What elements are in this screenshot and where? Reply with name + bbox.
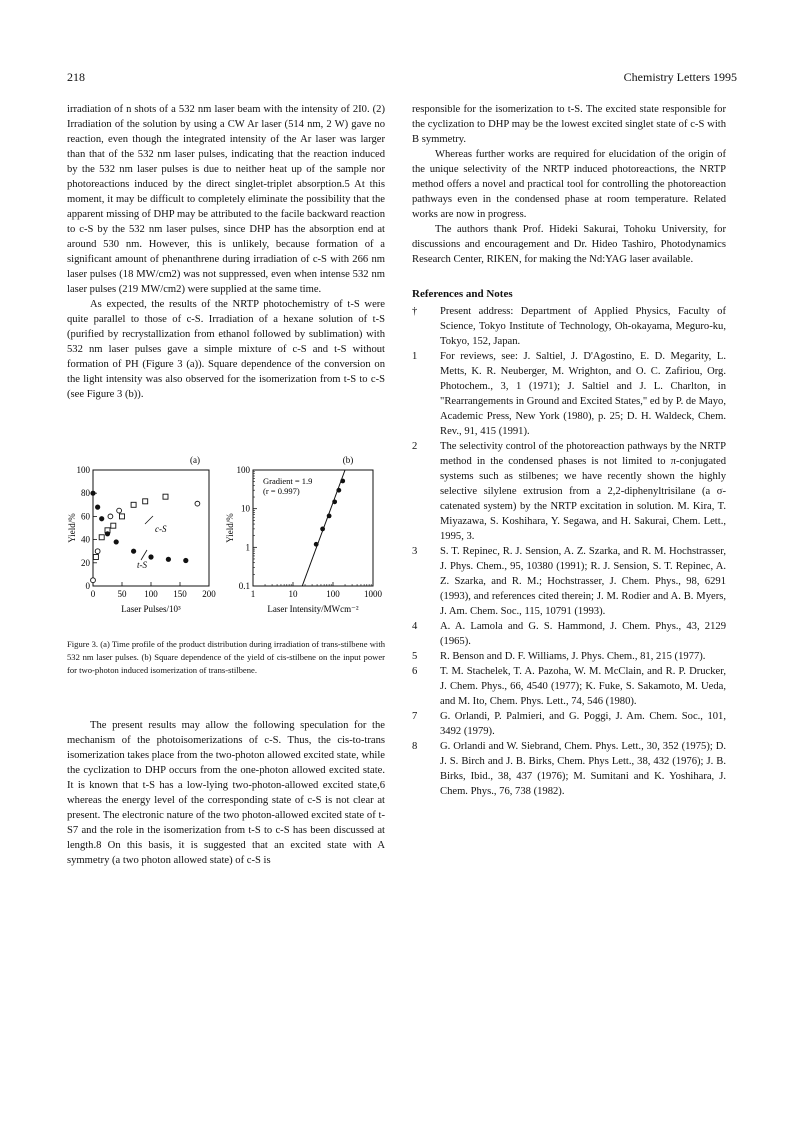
cS-arrow [145, 516, 153, 524]
cS-point [120, 514, 125, 519]
panel-a-ylabel: Yield/% [67, 513, 77, 543]
paragraph: As expected, the results of the NRTP photochemistry of t-S were quite parallel to those of c-S. Irradiation of a hexane solution of t-S (purified by recrystallization from ethanol followed by sublimation) with 532 nm laser pulses gave a simple mixture of c-S and t-S without formation of PH (Figure 3 (a)). Square dependence of the conversion on the light intensity was also observed for the isomerization from t-S to c-S (see Figure 3 (b)). [67, 299, 385, 400]
open-circle-point [195, 501, 200, 506]
journal-title: Chemistry Letters 1995 [623, 70, 737, 84]
right-column [412, 102, 726, 799]
reference-text: R. Benson and D. F. Williams, J. Phys. Chem., 81, 215 (1977). [440, 651, 706, 662]
reference-number: 8 [412, 741, 418, 752]
a-ytick-label: 80 [81, 488, 90, 499]
reference-text: G. Orlandi and W. Siebrand, Chem. Phys. Lett., 30, 352 (1975); D. J. S. Birch and J. B. Birks, Chem. Phys Lett., 38, 432 (1976); J. B. Birks, Ibid., 38, 437 (1976); M. Sumitani and K. Yoshihara, J. Chem. Phys., 76, 738 (1982). [440, 741, 726, 797]
reference-number: 5 [412, 651, 418, 662]
a-ytick-label: 100 [76, 465, 90, 475]
b-xtick-label: 1 [250, 589, 256, 599]
reference-item [412, 664, 726, 709]
tS-point [95, 505, 100, 510]
cS-point [111, 523, 116, 528]
reference-item [412, 649, 726, 664]
reference-text: The selectivity control of the photoreaction pathways by the NRTP method in the condensed phases is not limited to π-conjugated systems such as stilbenes; we have recently shown the highly selective silylene extrusion from a 2,2-diphenyltrisilane (a σ-catenated system) by the NRTP excitation in solution. M. Kira, T. Miyazawa, S. Koshihara, Y. Segawa, and H. Sakurai, Chem. Lett., 1995, 3. [440, 441, 726, 542]
reference-number: 4 [412, 621, 418, 632]
b-ytick-label: 100 [236, 465, 250, 475]
panel-b-xlabel: Laser Intensity/MWcm⁻² [267, 604, 359, 614]
a-xtick-label: 150 [173, 589, 187, 599]
b-xtick-label: 1000 [364, 589, 382, 599]
b-xtick-label: 100 [326, 589, 340, 599]
reference-list [412, 304, 726, 799]
reference-text: S. T. Repinec, R. J. Sension, A. Z. Szarka, and R. M. Hochstrasser, J. Phys. Chem., 95, 10380 (1991); R. J. Sension, S. T. Repinec, A. Z. Szarka, and R. M.; Hochstrasser, J. Chem. Phys., 98, 6291 (1993), and references cited therein; J. M. Rodier and A. B. Myers, J. Am. Chem. Soc., 115, 10791 (1993). [440, 546, 726, 617]
b-point [314, 542, 319, 547]
page-number: 218 [67, 70, 85, 84]
panel-a-xlabel: Laser Pulses/10³ [121, 604, 181, 614]
reference-text: For reviews, see: J. Saltiel, J. D'Agostino, E. D. Megarity, L. Metts, K. R. Neuberger, M. Wrighton, and O. C. Zafiriou, Org. Photochem., 3, 1 (1971); J. Saltiel and J. L. Charlton, in "Rearrangements in Ground and Excited States," ed by P. de Mayo, Academic Press, New York (1980), p. 25; D. H. Waldeck, Chem. Rev., 91, 415 (1991). [440, 351, 726, 437]
a-xtick-label: 50 [117, 589, 127, 599]
cS-point [131, 502, 136, 507]
cS-point [143, 499, 148, 504]
open-circle-point [117, 508, 122, 513]
a-ytick-label: 20 [81, 557, 90, 568]
label-tS: t-S [137, 560, 147, 570]
reference-text: T. M. Stachelek, T. A. Pazoha, W. M. McClain, and R. P. Drucker, J. Chem. Phys., 66, 4540 (1977); K. Fuke, S. Sakamoto, M. Ueda, and M. Ito, Chem. Phys. Lett., 74, 546 (1980). [440, 666, 726, 707]
paragraph: responsible for the isomerization to t-S. The excited state responsible for the cyclization to DHP may be the lowest excited singlet state of c-S with B symmetry. [412, 104, 726, 145]
b-point [340, 479, 345, 484]
a-ytick-label: 60 [81, 511, 90, 522]
panel-b-ylabel: Yield/% [225, 513, 235, 543]
tS-arrow [141, 550, 147, 560]
b-point [327, 514, 332, 519]
label-cS: c-S [155, 524, 167, 534]
b-xtick-label: 10 [288, 589, 298, 599]
cS-point [163, 494, 168, 499]
reference-item [412, 439, 726, 544]
reference-number: † [412, 306, 418, 317]
panel-b-label: (b) [342, 455, 354, 465]
panel-a-label: (a) [190, 455, 200, 465]
b-point [320, 526, 325, 531]
reference-item [412, 349, 726, 439]
b-ytick-label: 10 [241, 503, 250, 514]
reference-number: 6 [412, 666, 418, 677]
open-circle-point [108, 514, 113, 519]
tS-point [90, 491, 95, 496]
reference-item [412, 709, 726, 739]
tS-point [183, 558, 188, 563]
open-circle-point [91, 578, 96, 583]
a-xtick-label: 100 [144, 589, 158, 599]
tS-point [99, 516, 104, 521]
paragraph: The authors thank Prof. Hideki Sakurai, Tohoku University, for discussions and encouragement and Dr. Hideo Tashiro, Photodynamics Research Center, RIKEN, for making the Nd:YAG laser available. [412, 224, 726, 265]
b-point [332, 499, 337, 504]
a-xtick-label: 200 [202, 589, 216, 599]
a-xtick-label: 0 [90, 589, 96, 599]
left-column-top [67, 102, 385, 402]
figure-3 [67, 454, 387, 634]
reference-number: 3 [412, 546, 418, 557]
gradient-annotation: Gradient = 1.9 [263, 476, 313, 486]
open-circle-point [95, 549, 100, 554]
left-column-bottom [67, 718, 385, 868]
b-point [336, 488, 341, 493]
reference-item [412, 544, 726, 619]
figure-caption: Figure 3. (a) Time profile of the product distribution during irradiation of trans-stilbene with 532 nm laser pulses. (b) Square dependence of the yield of cis-stilbene on the input power for two-photon induced isomerization of trans-stilbene. [67, 639, 385, 675]
b-ytick-label: 1 [245, 542, 250, 553]
figure-3-svg [67, 454, 387, 634]
tS-point [105, 531, 110, 536]
tS-point [131, 549, 136, 554]
r-annotation: (r = 0.997) [263, 486, 300, 496]
reference-text: A. A. Lamola and G. S. Hammond, J. Chem. Phys., 43, 2129 (1965). [440, 621, 726, 647]
a-ytick-label: 40 [81, 534, 90, 545]
b-ytick-label: 0.1 [238, 581, 250, 591]
tS-point [148, 554, 153, 559]
tS-point [114, 539, 119, 544]
reference-number: 1 [412, 351, 418, 362]
tS-point [166, 557, 171, 562]
cS-point [99, 535, 104, 540]
reference-item [412, 619, 726, 649]
reference-text: Present address: Department of Applied Physics, Faculty of Science, Tokyo Institute of Technology, Oh-okayama, Meguro-ku, Tokyo, 152, Japan. [440, 306, 726, 347]
paragraph: Whereas further works are required for elucidation of the origin of the unique selectivity of the NRTP induced photoreactions, the NRTP method offers a novel and practical tool for controlling the photoreaction pathways even in the condensed phase at room temperature. Related works are now in progress. [412, 149, 726, 220]
reference-item [412, 739, 726, 799]
paragraph: irradiation of n shots of a 532 nm laser beam with the intensity of 2I0. (2) Irradiation of the solution by using a CW Ar laser (514 nm, 2 W) gave no reaction, even though the integrated intensity of the Ar laser was larger than that of the 532 nm laser pulses, indicating that the reaction induced by the 532 nm laser pulses is due to neither heat up of the sample nor photoreactions induced by the direct singlet-triplet absorption.5 At this moment, it may be difficult to completely eliminate the possibility that the apparent missing of DHP may be attributed to the facile backward reaction to c-S by the 532 nm laser pulses, since DHP has the absorption end at around 530 nm. However, this is unlikely, because formation of a significant amount of phenanthrene during irradiation of c-S with 266 nm laser pulses (18 MW/cm2) was not suppressed, even when intense 532 nm laser pulses (219 MW/cm2) were supplied at the same time. [67, 104, 385, 295]
a-ytick-label: 0 [85, 581, 90, 591]
reference-text: G. Orlandi, P. Palmieri, and G. Poggi, J. Am. Chem. Soc., 101, 3492 (1979). [440, 711, 726, 737]
reference-number: 7 [412, 711, 418, 722]
reference-item [412, 304, 726, 349]
paragraph: The present results may allow the following speculation for the mechanism of the photoisomerizations of c-S. Thus, the cis-to-trans isomerization takes place from the two-photon allowed excited state, while the cyclization to DHP occurs from the one-photon allowed excited state. It is known that t-S has a low-lying two-photon-allowed excited state,6 whereas the energy level of the corresponding state of c-S is not clear at present. The electronic nature of the two photon-allowed excited state of t-S7 and the role in the isomerization from t-S to c-S has been discussed at length.8 On this basis, it is suggested that an excited state with A symmetry (a two photon allowed state) of c-S is [67, 720, 385, 866]
references-heading: References and Notes [412, 288, 513, 300]
cS-point [93, 555, 98, 560]
reference-number: 2 [412, 441, 418, 452]
